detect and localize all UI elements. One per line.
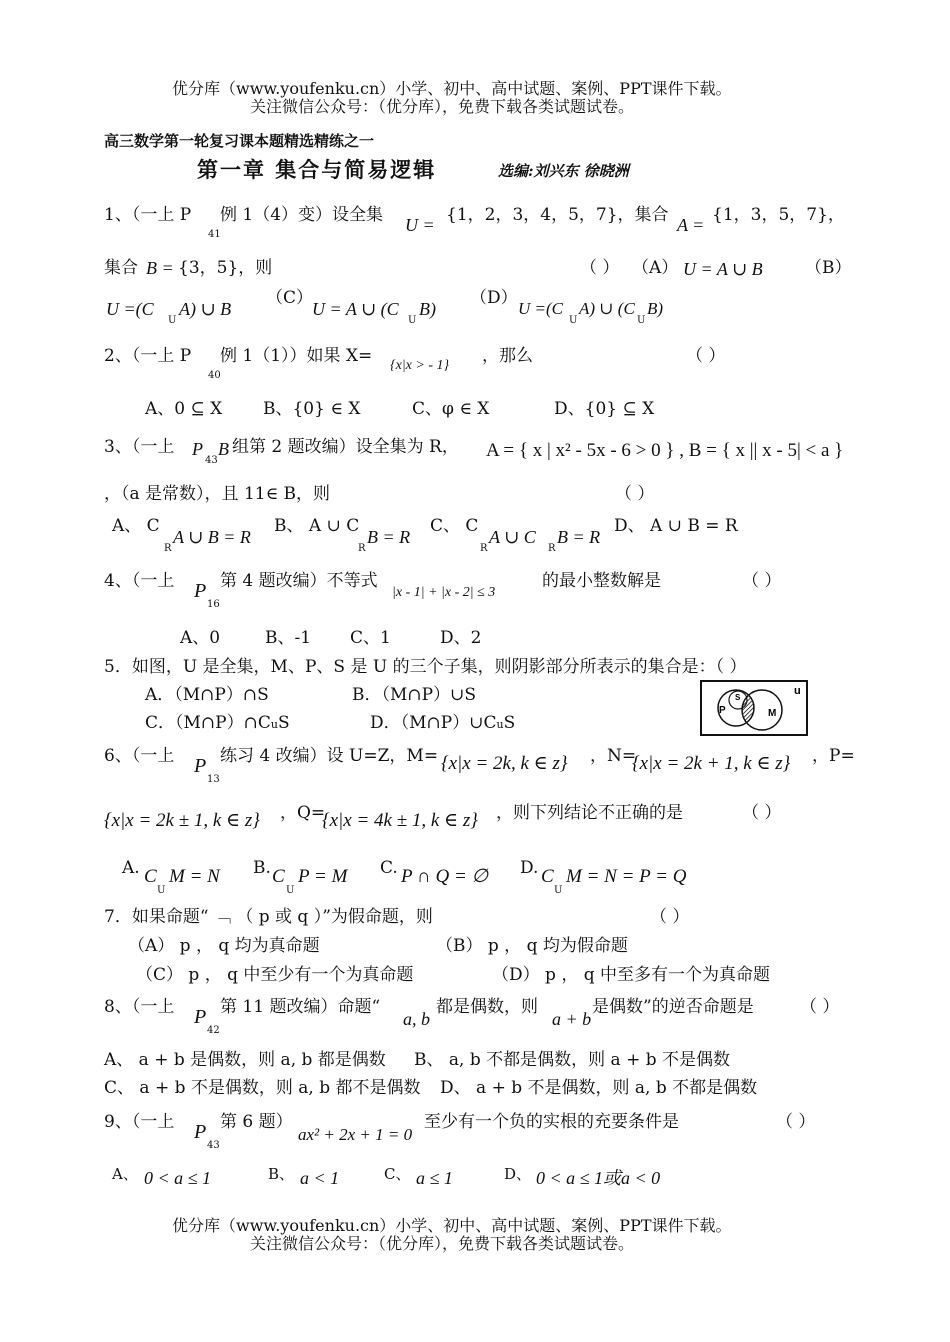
q2-optC: C、φ ∈ X xyxy=(412,399,490,419)
q5-optC: C．（M∩P）∩CuS xyxy=(145,713,290,733)
q6-set-m: {x|x = 2k, k ∈ z} xyxy=(441,753,568,774)
q6-optB: B. xyxy=(253,858,271,878)
q9-text3: 至少有一个负的实根的充要条件是 xyxy=(424,1112,679,1132)
q1-optA: U = A ∪ B xyxy=(683,259,763,279)
q3-text: 组第 2 题改编）设全集为 R， xyxy=(232,437,459,457)
q6-p-label: ，P= xyxy=(812,746,855,766)
q3-b: B xyxy=(218,439,229,459)
q1-optC-label: （C） xyxy=(266,288,314,308)
q1-optA-label: （A） xyxy=(632,258,679,278)
q6-optC-expr: P ∩ Q = ∅ xyxy=(401,866,489,887)
q6-set-n: {x|x = 2k + 1, k ∈ z} xyxy=(632,753,791,774)
q2-text3: ，那么 xyxy=(482,346,533,366)
series-title: 高三数学第一轮复习课本题精选精练之一 xyxy=(104,132,375,150)
header-line-2: 关注微信公众号：（优分库），免费下载各类试题试卷。 xyxy=(250,97,635,116)
footer-line-1: 优分库（www.youfenku.cn）小学、初中、高中试题、案例、PPT课件下载。 xyxy=(172,1216,732,1235)
q9-text: 第 6 题） xyxy=(220,1112,293,1132)
q3-optC-tail: B = R xyxy=(557,527,601,547)
q4-optD: D、2 xyxy=(440,628,482,648)
q1-optB-label: （B） xyxy=(805,258,852,278)
q9-answer-paren: （ ） xyxy=(776,1112,816,1132)
q8-text3: 都是偶数，则 xyxy=(436,997,538,1017)
venn-label-m: M xyxy=(768,708,777,719)
q1-optB: U =(C xyxy=(106,299,154,319)
q8-ab: a, b xyxy=(403,1009,430,1029)
q1-optD-tail: B) xyxy=(647,299,664,318)
q1-optD-label: （D） xyxy=(470,288,518,308)
q3-optA-tail: A ∪ B = R xyxy=(173,527,251,547)
q8-text: 第 11 题改编）命题“ xyxy=(220,997,381,1017)
footer-line-2: 关注微信公众号：（优分库），免费下载各类试题试卷。 xyxy=(250,1234,635,1253)
q1-optB-tail: A) ∪ B xyxy=(179,299,232,319)
q4-optB: B、-1 xyxy=(265,628,312,648)
q1-b-eq: B = xyxy=(146,258,174,278)
q1-u-set: {1，2，3，4，5，7}，集合 xyxy=(446,205,669,225)
q2-set: {x|x > - 1} xyxy=(390,358,450,373)
q4-answer-paren: （ ） xyxy=(742,571,782,591)
q2-answer-paren: （ ） xyxy=(686,346,726,366)
q3-optB: B、 A ∪ C xyxy=(274,516,360,536)
q5-optA: A．（M∩P）∩S xyxy=(145,685,269,705)
q7-answer-paren: （ ） xyxy=(650,907,690,927)
q1-page: 41 xyxy=(208,229,221,240)
q7-optD: （D） p ， q 中至多有一个为真命题 xyxy=(492,965,771,985)
q8-text4: 是偶数”的逆否命题是 xyxy=(592,997,754,1017)
q8-optD: D、 a + b 不是偶数，则 a, b 不都是偶数 xyxy=(440,1078,758,1098)
header-line-1: 优分库（www.youfenku.cn）小学、初中、高中试题、案例、PPT课件下载。 xyxy=(172,79,732,98)
q3-prefix: 3、（一上 xyxy=(104,437,175,457)
venn-diagram xyxy=(700,680,808,736)
q4-ineq: |x - 1| + |x - 2| ≤ 3 xyxy=(392,585,496,600)
q1-b-set: {3，5}，则 xyxy=(178,258,273,278)
q6-page: 13 xyxy=(207,774,220,785)
q6-optD-c: C xyxy=(541,866,554,887)
q6-optA-tail: M = N xyxy=(169,866,220,887)
q6-text: 练习 4 改编）设 U=Z，M= xyxy=(220,746,439,766)
q3-line2: ，（a 是常数），且 11∈ B，则 xyxy=(104,484,331,504)
q9-prefix: 9、（一上 xyxy=(104,1112,175,1132)
q6-text3: ，则下列结论不正确的是 xyxy=(496,803,683,823)
q9-equation: ax² + 2x + 1 = 0 xyxy=(298,1125,413,1144)
q1-u-eq: U = xyxy=(405,215,435,235)
q9-optA-label: A、 xyxy=(112,1165,138,1183)
q6-optC: C. xyxy=(380,858,398,878)
q6-optA: A. xyxy=(122,858,140,878)
q8-optA: A、 a + b 是偶数，则 a, b 都是偶数 xyxy=(104,1050,386,1070)
q5-optB: B．（M∩P）∪S xyxy=(352,685,476,705)
q4-prefix: 4、（一上 xyxy=(104,571,175,591)
venn-label-u: u xyxy=(794,685,801,697)
q3-optB-sub: R xyxy=(358,543,366,554)
q6-optA-c: C xyxy=(144,866,157,887)
q1-a-set: {1，3，5，7}， xyxy=(712,205,845,225)
q7-optC: （C） p ， q 中至少有一个为真命题 xyxy=(136,965,414,985)
q3-optA: A、 C xyxy=(112,516,160,536)
venn-label-p: P xyxy=(719,705,726,716)
q8-prefix: 8、（一上 xyxy=(104,997,175,1017)
q8-aplusb: a + b xyxy=(552,1009,592,1029)
q4-p: P xyxy=(194,580,207,602)
q1-text: 例 1（4）变）设全集 xyxy=(220,205,384,225)
q2-text: 例 1（1））如果 X= xyxy=(220,346,373,366)
q6-optB-sub: U xyxy=(286,885,295,896)
q9-p: P xyxy=(194,1121,207,1143)
q3-page: 43 xyxy=(205,455,218,466)
q7-optA: （A） p ， q 均为真命题 xyxy=(128,936,320,956)
q4-optC: C、1 xyxy=(350,628,391,648)
q4-text: 第 4 题改编）不等式 xyxy=(220,571,378,591)
q8-p: P xyxy=(194,1006,207,1028)
venn-label-s: S xyxy=(735,693,741,702)
q8-optB: B、 a, b 不都是偶数，则 a + b 不是偶数 xyxy=(414,1050,731,1070)
editor-credit: 选编:刘兴东 徐晓洲 xyxy=(498,162,629,180)
q4-optA: A、0 xyxy=(180,628,221,648)
q6-optA-sub: U xyxy=(157,885,166,896)
q1-a-eq: A = xyxy=(677,215,705,235)
q1-optC: U = A ∪ (C xyxy=(312,299,399,319)
q1-optD: U =(C xyxy=(518,299,563,318)
q3-p: P xyxy=(192,439,203,459)
q6-n-label: ，N= xyxy=(590,746,637,766)
q2-optB: B、{0} ∈ X xyxy=(263,399,361,419)
q9-optD-label: D、 xyxy=(504,1165,532,1183)
q9-page: 43 xyxy=(207,1140,220,1151)
q3-optC-mid: A ∪ C xyxy=(489,527,536,547)
q1-prefix: 1、（一上 P xyxy=(104,205,192,225)
q2-prefix: 2、（一上 P xyxy=(104,346,192,366)
q3-optC-sub2: R xyxy=(548,543,556,554)
q1-optD-sub2: U xyxy=(637,315,646,326)
q5-text: 5．如图，U 是全集，M、P、S 是 U 的三个子集，则阴影部分所表示的集合是：（ ） xyxy=(104,657,747,677)
q4-page: 16 xyxy=(207,599,220,610)
q3-optD: D、 A ∪ B = R xyxy=(614,516,738,536)
q1-line2: 集合 xyxy=(104,258,138,278)
q1-optC-tail: B) xyxy=(419,299,436,319)
q2-optD: D、{0} ⊆ X xyxy=(554,399,655,419)
q6-optD: D. xyxy=(520,858,539,878)
q9-optB: a < 1 xyxy=(300,1168,340,1188)
q8-optC: C、 a + b 不是偶数，则 a, b 都不是偶数 xyxy=(104,1078,421,1098)
q1-optD-mid: A) ∪ (C xyxy=(579,299,635,318)
q8-answer-paren: （ ） xyxy=(800,997,840,1017)
q2-optA: A、0 ⊆ X xyxy=(145,399,223,419)
q6-set-p: {x|x = 2k ± 1, k ∈ z} xyxy=(104,810,260,831)
q8-page: 42 xyxy=(207,1025,220,1036)
q6-optD-sub: U xyxy=(554,885,563,896)
q6-p: P xyxy=(194,755,207,777)
q3-answer-paren: （ ） xyxy=(615,484,655,504)
q9-optB-label: B、 xyxy=(268,1165,295,1183)
q6-optD-tail: M = N = P = Q xyxy=(566,866,687,887)
q4-text3: 的最小整数解是 xyxy=(542,571,661,591)
q3-sets: A = { x | x² - 5x - 6 > 0 } , B = { x || x - 5| < a } xyxy=(486,440,844,461)
q7-text: 7．如果命题“ ﹁ （ p 或 q ）”为假命题，则 xyxy=(104,907,433,927)
q9-optD: 0 < a ≤ 1或a < 0 xyxy=(536,1168,661,1188)
q5-optD: D．（M∩P）∪CuS xyxy=(370,713,516,733)
q9-optA: 0 < a ≤ 1 xyxy=(144,1168,212,1188)
q3-optC: C、 C xyxy=(430,516,479,536)
q9-optC-label: C、 xyxy=(384,1165,411,1183)
q1-optC-sub: U xyxy=(408,315,417,326)
chapter-title: 第一章 集合与简易逻辑 xyxy=(197,157,437,182)
q6-q-label: ，Q= xyxy=(280,803,326,823)
q1-optD-sub1: U xyxy=(569,315,578,326)
q3-optC-sub1: R xyxy=(480,543,488,554)
q3-optB-tail: B = R xyxy=(367,527,411,547)
q6-answer-paren: （ ） xyxy=(742,803,782,823)
q6-set-q: {x|x = 4k ± 1, k ∈ z} xyxy=(322,810,478,831)
q7-optB: （B） p ， q 均为假命题 xyxy=(436,936,628,956)
q6-optB-tail: P = M xyxy=(298,866,348,887)
q3-optA-sub: R xyxy=(164,543,172,554)
q6-prefix: 6、（一上 xyxy=(104,746,175,766)
q6-optB-c: C xyxy=(272,866,285,887)
q1-optB-sub: U xyxy=(168,315,177,326)
q1-answer-paren: （ ） xyxy=(580,258,620,278)
q9-optC: a ≤ 1 xyxy=(416,1168,453,1188)
q2-page: 40 xyxy=(208,370,221,381)
